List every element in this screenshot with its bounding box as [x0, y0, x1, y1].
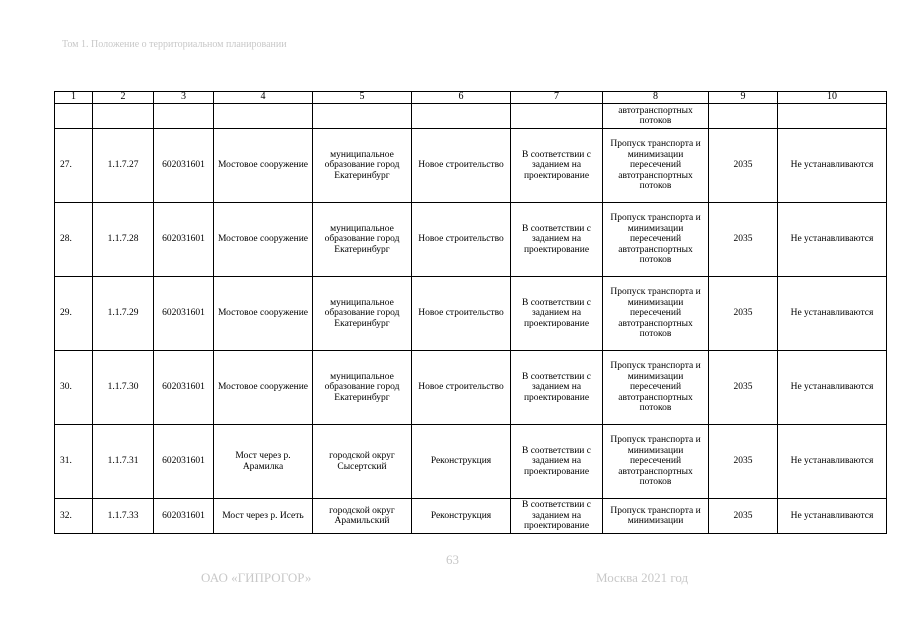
object-purpose: Пропуск транспорта и минимизации пересечений автотранспортных потоков: [603, 277, 709, 351]
restricted-zones: Не устанавливаются: [778, 425, 887, 499]
object-params: В соответствии с заданием на проектирование: [511, 203, 603, 277]
object-params: В соответствии с заданием на проектирование: [511, 277, 603, 351]
object-code: 1.1.7.30: [93, 351, 154, 425]
target-year: 2035: [709, 351, 778, 425]
footer-organization: ОАО «ГИПРОГОР»: [201, 570, 312, 585]
work-type: Новое строительство: [412, 351, 511, 425]
object-purpose: Пропуск транспорта и минимизации: [603, 499, 709, 534]
object-purpose: Пропуск транспорта и минимизации пересечений автотранспортных потоков: [603, 129, 709, 203]
object-name: Мостовое сооружение: [214, 277, 313, 351]
work-type: Реконструкция: [412, 425, 511, 499]
column-number: 2: [93, 92, 154, 104]
object-kod: 602031601: [154, 203, 214, 277]
table-row: [55, 499, 887, 534]
row-number: 29.: [55, 277, 93, 351]
object-kod: 602031601: [154, 351, 214, 425]
object-params: В соответствии с заданием на проектирование: [511, 425, 603, 499]
objects-table: [54, 91, 887, 534]
object-location: муниципальное образование город Екатеринбург: [313, 277, 412, 351]
table-row: [55, 203, 887, 277]
column-number: 6: [412, 92, 511, 104]
object-code: 1.1.7.33: [93, 499, 154, 534]
target-year: 2035: [709, 203, 778, 277]
object-purpose: Пропуск транспорта и минимизации пересечений автотранспортных потоков: [603, 425, 709, 499]
object-location: муниципальное образование город Екатеринбург: [313, 129, 412, 203]
object-code: 1.1.7.31: [93, 425, 154, 499]
object-name: Мостовое сооружение: [214, 203, 313, 277]
restricted-zones: Не устанавливаются: [778, 499, 887, 534]
object-location: муниципальное образование город Екатеринбург: [313, 203, 412, 277]
column-number: 8: [603, 92, 709, 104]
work-type: Реконструкция: [412, 499, 511, 534]
row-number: 28.: [55, 203, 93, 277]
restricted-zones: Не устанавливаются: [778, 351, 887, 425]
row-number: 30.: [55, 351, 93, 425]
object-kod: 602031601: [154, 425, 214, 499]
object-purpose: Пропуск транспорта и минимизации пересечений автотранспортных потоков: [603, 351, 709, 425]
object-location: городской округ Сысертский: [313, 425, 412, 499]
object-name: Мостовое сооружение: [214, 351, 313, 425]
table-row: [55, 425, 887, 499]
column-number: 10: [778, 92, 887, 104]
column-number: 9: [709, 92, 778, 104]
work-type: Новое строительство: [412, 203, 511, 277]
column-number: 4: [214, 92, 313, 104]
footer-city-year: Москва 2021 год: [596, 570, 689, 585]
object-kod: 602031601: [154, 499, 214, 534]
object-purpose: Пропуск транспорта и минимизации пересечений автотранспортных потоков: [603, 203, 709, 277]
running-header: Том 1. Положение о территориальном планировании: [62, 39, 287, 50]
restricted-zones: Не устанавливаются: [778, 277, 887, 351]
target-year: 2035: [709, 499, 778, 534]
object-name: Мостовое сооружение: [214, 129, 313, 203]
object-params: В соответствии с заданием на проектирование: [511, 351, 603, 425]
column-number: 5: [313, 92, 412, 104]
purpose-cell: автотранспортных потоков: [603, 104, 709, 129]
row-number: 27.: [55, 129, 93, 203]
object-location: городской округ Арамильский: [313, 499, 412, 534]
object-kod: 602031601: [154, 129, 214, 203]
column-number: 3: [154, 92, 214, 104]
table-row: [55, 129, 887, 203]
object-params: В соответствии с заданием на проектирование: [511, 129, 603, 203]
object-name: Мост через р. Исеть: [214, 499, 313, 534]
object-code: 1.1.7.28: [93, 203, 154, 277]
continuation-row: [55, 104, 887, 129]
row-number: 32.: [55, 499, 93, 534]
table-row: [55, 351, 887, 425]
target-year: 2035: [709, 277, 778, 351]
object-location: муниципальное образование город Екатеринбург: [313, 351, 412, 425]
restricted-zones: Не устанавливаются: [778, 203, 887, 277]
object-code: 1.1.7.27: [93, 129, 154, 203]
object-name: Мост через р. Арамилка: [214, 425, 313, 499]
column-number: 1: [55, 92, 93, 104]
work-type: Новое строительство: [412, 277, 511, 351]
column-number: 7: [511, 92, 603, 104]
page-number: 63: [446, 552, 459, 567]
object-kod: 602031601: [154, 277, 214, 351]
target-year: 2035: [709, 425, 778, 499]
work-type: Новое строительство: [412, 129, 511, 203]
restricted-zones: Не устанавливаются: [778, 129, 887, 203]
object-code: 1.1.7.29: [93, 277, 154, 351]
object-params: В соответствии с заданием на проектирование: [511, 499, 603, 534]
column-number-row: [55, 92, 887, 104]
row-number: 31.: [55, 425, 93, 499]
table-row: [55, 277, 887, 351]
target-year: 2035: [709, 129, 778, 203]
